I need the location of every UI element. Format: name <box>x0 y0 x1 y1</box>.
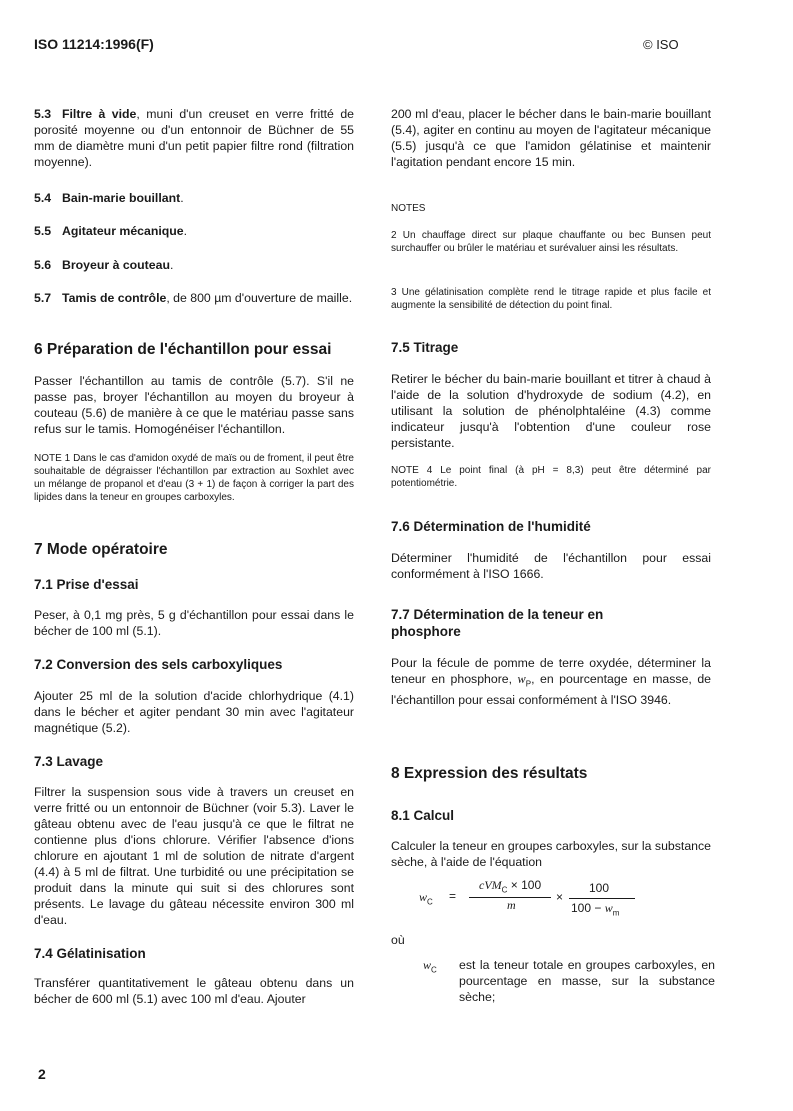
clause-7-4-paragraph: Transférer quantitativement le gâteau obtenu dans un bécher de 600 ml (5.1) avec 100 ml d'eau. Ajouter <box>34 976 354 1006</box>
heading-7-2: 7.2 Conversion des sels carboxyliques <box>34 657 283 672</box>
where-definition: est la teneur totale en groupes carboxyles, en pourcentage en masse, sur la substance sèche; <box>459 958 715 1004</box>
heading-7-4: 7.4 Gélatinisation <box>34 946 146 961</box>
note-4: NOTE 4 Le point final (à pH = 8,3) peut être déterminé par potentiométrie. <box>391 465 711 489</box>
fraction-bar-2 <box>569 898 635 899</box>
where-symbol: $w_C$ <box>423 958 437 975</box>
clause-7-3-paragraph: Filtrer la suspension sous vide à travers un creuset en verre fritté ou un entonnoir de Büchner (voir 5.3). Laver le gâteau obtenu avec de l'eau jusqu'à ce que le filtrat ne contienne plus d'ions chlorure. Vérifier l'absence d'ions chlorure en ajoutant 1 ml de solution de nitrate d'argent (4.4) à 5 ml de filtrat. Une turbidité ou une précipitation se produit dans la minute qui suit si des chlorures sont présents. Le lavage du gâteau nécessite environ 300 ml d'eau. <box>34 785 354 927</box>
clause-7-1-paragraph: Peser, à 0,1 mg près, 5 g d'échantillon pour essai dans le bécher de 100 ml (5.1). <box>34 608 354 638</box>
numerator-1: cVM$_C$ × 100 <box>479 878 542 895</box>
clause-7-5-paragraph: Retirer le bécher du bain-marie bouillant et titrer à chaud à l'aide de la solution d'hydroxyde de sodium (4.2), en utilisant la solution de phénolphtaléine (4.3) comme indicateur jusqu'à l'obtention d'une couleur rose persistante. <box>391 372 711 450</box>
clause-5-6: 5.6 Broyeur à couteau. <box>34 258 174 272</box>
heading-7-1: 7.1 Prise d'essai <box>34 577 139 592</box>
heading-7-6: 7.6 Détermination de l'humidité <box>391 519 591 534</box>
equation-lhs: $w_C$ <box>419 890 433 907</box>
note-3: 3 Une gélatinisation complète rend le titrage rapide et plus facile et augmente la sensibilité de détection du point final. <box>391 287 711 311</box>
note-1: NOTE 1 Dans le cas d'amidon oxydé de maïs ou de froment, il peut être souhaitable de dégraisser l'échantillon par extraction au Soxhlet avec un mélange de propanol et d'eau (3 + 1) de façon à corriger la part des lipides dans la teneur en groupes carboxyles. <box>34 453 354 503</box>
clause-7-6-paragraph: Déterminer l'humidité de l'échantillon pour essai conformément à l'ISO 1666. <box>391 551 711 581</box>
section-6-paragraph: Passer l'échantillon au tamis de contrôle (5.7). S'il ne passe pas, broyer l'échantillon au moyen du broyeur à couteau (5.6) de manière à ce que le matériau passe sans refus sur le tamis. Homogénéiser l'échantillon. <box>34 374 354 436</box>
heading-7-7: 7.7 Détermination de la teneur en phosphore <box>391 607 604 639</box>
clause-7-4-continuation: 200 ml d'eau, placer le bécher dans le bain-marie bouillant (5.4), agiter en continu au moyen de l'agitateur mécanique (5.5) jusqu'à ce que l'amidon gélatinise et maintenir l'agitation pendant encore 15 min. <box>391 107 711 169</box>
clause-5-4: 5.4 Bain-marie bouillant. <box>34 191 184 205</box>
copyright-mark: © ISO <box>643 37 679 52</box>
clause-8-1-paragraph: Calculer la teneur en groupes carboxyles, sur la substance sèche, à l'aide de l'équation <box>391 839 711 869</box>
heading-section-6: 6 Préparation de l'échantillon pour essai <box>34 341 332 358</box>
where-label: où <box>391 933 405 947</box>
page-number: 2 <box>38 1066 46 1082</box>
heading-section-8: 8 Expression des résultats <box>391 765 588 782</box>
heading-7-5: 7.5 Titrage <box>391 340 459 355</box>
notes-heading: NOTES <box>391 203 426 214</box>
clause-7-2-paragraph: Ajouter 25 ml de la solution d'acide chlorhydrique (4.1) dans le bécher et agiter pendant 30 min avec l'agitateur magnétique (5.2). <box>34 689 354 735</box>
clause-5-5: 5.5 Agitateur mécanique. <box>34 224 188 238</box>
carboxyl-equation: $w_C$ = cVM$_C$ × 100 m × 100 $100 - w_m$ <box>419 878 659 918</box>
heading-section-7: 7 Mode opératoire <box>34 541 168 558</box>
heading-8-1: 8.1 Calcul <box>391 808 455 823</box>
heading-7-3: 7.3 Lavage <box>34 754 104 769</box>
note-2: 2 Un chauffage direct sur plaque chauffante ou bec Bunsen peut surchauffer ou brûler le matériau et surévaluer ainsi les résultats. <box>391 230 711 254</box>
clause-5-7: 5.7 Tamis de contrôle, de 800 µm d'ouverture de maille. <box>34 291 353 305</box>
document-standard-id: ISO 11214:1996(F) <box>34 36 154 52</box>
clause-7-7-paragraph: Pour la fécule de pomme de terre oxydée, déterminer la teneur en phosphore, $w_P$, en pourcentage en masse, de l'échantillon pour essai conformément à l'ISO 3946. <box>391 656 711 708</box>
denominator-2: $100 - w_m$ <box>571 901 620 918</box>
clause-5-3: 5.3 Filtre à vide, muni d'un creuset en verre fritté de porosité moyenne ou d'un entonnoir de Büchner de 55 mm de diamètre muni d'un petit papier filtre rond (filtration moyenne). <box>34 107 354 169</box>
